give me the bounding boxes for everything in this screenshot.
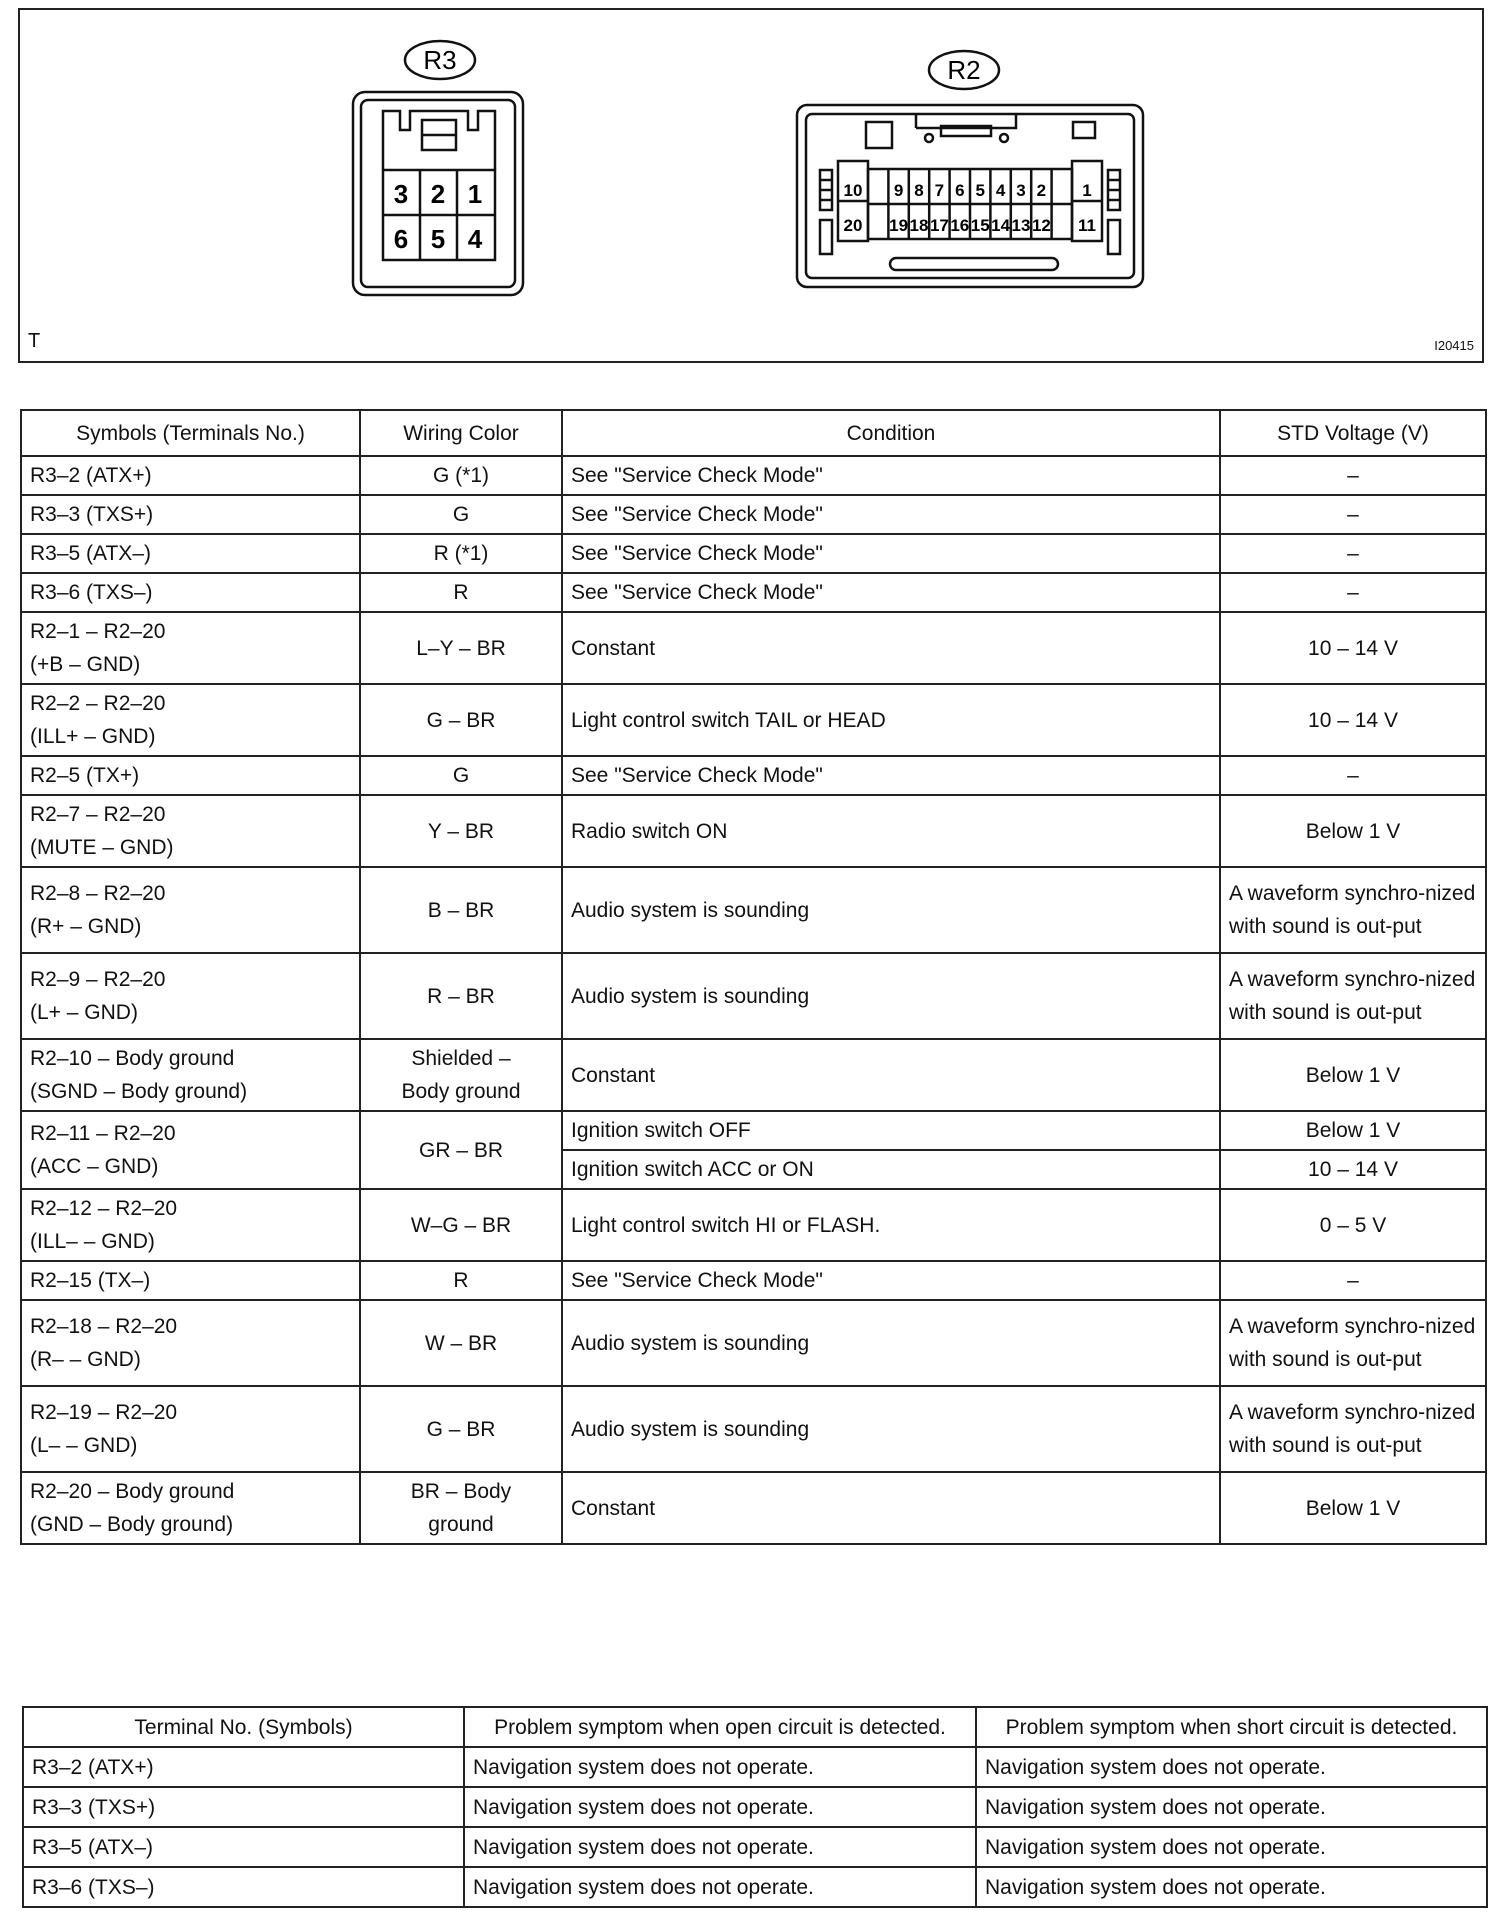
cell-std-voltage: A waveform synchro-nized with sound is out-put [1220,1300,1486,1386]
wiring-color-text: G [452,503,470,526]
r2-pin-number: 19 [889,216,909,235]
cell-condition: Ignition switch OFF [562,1111,1220,1150]
cell-std-voltage: 10 – 14 V [1220,612,1486,684]
symbol-text: R2–18 – R2–20 [30,1315,178,1338]
r2-pin-number: 10 [843,181,863,200]
symbol-text: R2–7 – R2–20 [30,803,166,826]
header-short-circuit: Problem symptom when short circuit is detected. [976,1707,1487,1747]
cell-symbol [21,495,360,534]
table-row [23,1747,1487,1787]
r2-pin-number: 11 [1078,216,1096,235]
table-row [21,612,1486,684]
header-symbols: Symbols (Terminals No.) [21,410,360,456]
cell-condition: Light control switch HI or FLASH. [562,1189,1220,1261]
cell-terminal: R3–3 (TXS+) [23,1787,464,1827]
wiring-color-text: R – BR [427,984,495,1008]
cell-wiring-color [360,1039,562,1111]
cell-symbol [21,1039,360,1111]
wiring-color-text: G – BR [426,708,496,732]
cell-std-voltage: A waveform synchro-nized with sound is out-put [1220,867,1486,953]
cell-condition: Constant [562,612,1220,684]
cell-std-voltage: 10 – 14 V [1220,684,1486,756]
symbol-text: R2–8 – R2–20 [30,882,166,905]
cell-symbol [21,612,360,684]
cell-wiring-color [360,456,562,495]
cell-short-circuit-symptom: Navigation system does not operate. [976,1747,1487,1787]
r2-key-left [866,122,892,148]
symbol-text: (MUTE – GND) [30,836,174,859]
cell-open-circuit-symptom: Navigation system does not operate. [464,1747,976,1787]
symbol-text: R2–9 – R2–20 [30,968,166,991]
r3-pin-number: 3 [393,179,409,209]
symbol-text: R2–2 – R2–20 [30,692,166,715]
table-row [21,953,1486,1039]
cell-wiring-color [360,1300,562,1386]
cell-wiring-color [360,573,562,612]
table-row [21,1261,1486,1300]
symbol-text: (+B – GND) [30,653,141,676]
cell-condition: Audio system is sounding [562,1300,1220,1386]
table-row [23,1787,1487,1827]
connector-drawing [20,10,1482,361]
r3-pin-number: 2 [430,179,446,209]
wiring-color-text: G – BR [426,1417,496,1441]
cell-wiring-color [360,1472,562,1544]
wiring-color-text: ground [428,1513,494,1536]
table-row [21,1111,1486,1150]
symbol-text: (ILL– – GND) [30,1230,155,1253]
symbol-text: (ACC – GND) [30,1155,159,1178]
table-row [21,1189,1486,1261]
cell-condition: See "Service Check Mode" [562,456,1220,495]
symbol-text: R2–1 – R2–20 [30,620,166,643]
cell-symbol [21,795,360,867]
cell-std-voltage: Below 1 V [1220,795,1486,867]
wiring-color-text: B – BR [427,898,495,922]
table-header-row [21,410,1486,456]
symbol-text: R2–20 – Body ground [30,1480,235,1503]
cell-std-voltage: – [1220,1261,1486,1300]
cell-wiring-color [360,612,562,684]
cell-condition: See "Service Check Mode" [562,756,1220,795]
cell-std-voltage: – [1220,456,1486,495]
table-row [21,456,1486,495]
r2-pin-number: 17 [929,216,949,235]
cell-condition: Ignition switch ACC or ON [562,1150,1220,1189]
r2-pin-number: 2 [1036,181,1047,200]
wiring-color-text: Shielded – [411,1047,511,1070]
cell-std-voltage: Below 1 V [1220,1039,1486,1111]
header-std-voltage: STD Voltage (V) [1220,410,1486,456]
r2-pin-number: 1 [1082,181,1092,200]
cell-std-voltage: – [1220,534,1486,573]
cell-std-voltage: – [1220,495,1486,534]
wiring-color-text: Body ground [401,1080,521,1103]
header-condition: Condition [562,410,1220,456]
cell-condition: See "Service Check Mode" [562,1261,1220,1300]
wiring-color-text: L–Y – BR [416,636,506,660]
cell-terminal: R3–6 (TXS–) [23,1867,464,1907]
table-row [21,573,1486,612]
table-row [21,795,1486,867]
wiring-color-text: R [453,581,469,604]
table-row [21,867,1486,953]
cell-condition: Radio switch ON [562,795,1220,867]
table-row [21,495,1486,534]
table-row [21,1300,1486,1386]
cell-std-voltage: Below 1 V [1220,1472,1486,1544]
r2-pin-number: 7 [934,181,945,200]
r2-pin-number: 13 [1011,216,1031,235]
table-row [21,1039,1486,1111]
symbol-text: R2–12 – R2–20 [30,1197,178,1220]
wiring-color-text: W – BR [424,1331,498,1355]
figure-code: I20415 [1434,338,1474,353]
wiring-color-text: G [452,764,470,787]
cell-condition: Light control switch TAIL or HEAD [562,684,1220,756]
symbol-text: (R– – GND) [30,1348,141,1371]
cell-std-voltage: – [1220,573,1486,612]
header-wiring-color: Wiring Color [360,410,562,456]
cell-open-circuit-symptom: Navigation system does not operate. [464,1867,976,1907]
symbol-text: R3–2 (ATX+) [30,464,152,487]
cell-wiring-color [360,1111,562,1189]
wiring-color-text: R [453,1269,469,1292]
r3-label: R3 [423,45,457,75]
symbol-text: R2–5 (TX+) [30,764,140,787]
cell-std-voltage: 0 – 5 V [1220,1189,1486,1261]
table-row [23,1867,1487,1907]
cell-open-circuit-symptom: Navigation system does not operate. [464,1787,976,1827]
table-row [21,756,1486,795]
cell-wiring-color [360,1261,562,1300]
table-row [21,1472,1486,1544]
terminal-spec-table [20,409,1487,1545]
symbol-text: (L+ – GND) [30,1001,138,1024]
r2-pin-number: 9 [893,181,904,200]
r3-pin-number: 4 [467,224,483,254]
symbol-text: (SGND – Body ground) [30,1080,248,1103]
symbol-text: (ILL+ – GND) [30,725,156,748]
r2-pin-number: 5 [975,181,985,200]
cell-wiring-color [360,953,562,1039]
header-open-circuit: Problem symptom when open circuit is detected. [464,1707,976,1747]
cell-wiring-color [360,795,562,867]
cell-wiring-color [360,684,562,756]
cell-symbol [21,684,360,756]
connector-diagram [18,8,1484,363]
wiring-color-text: BR – Body [410,1480,512,1503]
cell-short-circuit-symptom: Navigation system does not operate. [976,1827,1487,1867]
cell-wiring-color [360,534,562,573]
r2-pin-number: 18 [909,216,929,235]
r2-pin-number: 15 [970,216,990,235]
wiring-color-text: W–G – BR [410,1213,512,1237]
symbol-text: R2–19 – R2–20 [30,1401,178,1424]
cell-std-voltage: – [1220,756,1486,795]
cell-short-circuit-symptom: Navigation system does not operate. [976,1787,1487,1827]
cell-symbol [21,573,360,612]
wiring-color-text: GR – BR [418,1138,504,1162]
cell-symbol [21,456,360,495]
symbol-text: R2–10 – Body ground [30,1047,235,1070]
cell-condition: Audio system is sounding [562,1386,1220,1472]
cell-wiring-color [360,1189,562,1261]
cell-condition: Audio system is sounding [562,867,1220,953]
cell-wiring-color [360,867,562,953]
wiring-color-text: G (*1) [432,464,489,487]
symbol-text: R3–3 (TXS+) [30,503,154,526]
cell-wiring-color [360,1386,562,1472]
r2-key-right [1073,122,1095,138]
r2-pin-number: 3 [1016,181,1026,200]
cell-std-voltage: A waveform synchro-nized with sound is out-put [1220,1386,1486,1472]
cell-wiring-color [360,756,562,795]
r2-pin-number: 20 [843,216,863,235]
r2-pin-number: 16 [950,216,970,235]
r2-bottom-slot [890,258,1058,270]
cell-condition: Constant [562,1039,1220,1111]
cell-terminal: R3–5 (ATX–) [23,1827,464,1867]
cell-terminal: R3–2 (ATX+) [23,1747,464,1787]
cell-symbol [21,1261,360,1300]
cell-short-circuit-symptom: Navigation system does not operate. [976,1867,1487,1907]
r2-pin-number: 14 [991,216,1011,235]
r2-pin-number: 4 [995,181,1006,200]
cell-symbol [21,1189,360,1261]
cell-condition: Audio system is sounding [562,953,1220,1039]
r2-pin-number: 12 [1031,216,1051,235]
cell-open-circuit-symptom: Navigation system does not operate. [464,1827,976,1867]
cell-wiring-color [360,495,562,534]
r3-pin-number: 5 [430,224,446,254]
cell-std-voltage: A waveform synchro-nized with sound is out-put [1220,953,1486,1039]
header-terminal: Terminal No. (Symbols) [23,1707,464,1747]
r2-pin-number: 8 [914,181,924,200]
table-row [21,684,1486,756]
symbol-text: R3–6 (TXS–) [30,581,153,604]
corner-label: T [28,330,41,352]
cell-std-voltage: Below 1 V [1220,1111,1486,1150]
symbol-text: (R+ – GND) [30,915,142,938]
cell-symbol [21,1300,360,1386]
cell-symbol [21,1111,360,1189]
cell-condition: See "Service Check Mode" [562,534,1220,573]
cell-symbol [21,867,360,953]
cell-std-voltage: 10 – 14 V [1220,1150,1486,1189]
wiring-color-text: R (*1) [433,542,489,565]
r3-pin-number: 1 [467,179,483,209]
cell-symbol [21,953,360,1039]
symbol-text: (L– – GND) [30,1434,138,1457]
table-row [23,1827,1487,1867]
cell-symbol [21,1386,360,1472]
table-row [21,1386,1486,1472]
wiring-color-text: Y – BR [427,819,495,843]
cell-symbol [21,1472,360,1544]
symbol-text: R2–15 (TX–) [30,1269,151,1292]
table-header-row [23,1707,1487,1747]
problem-symptom-table [22,1706,1488,1908]
cell-symbol [21,756,360,795]
cell-symbol [21,534,360,573]
table-row [21,534,1486,573]
cell-condition: Constant [562,1472,1220,1544]
r3-pin-number: 6 [393,224,409,254]
cell-condition: See "Service Check Mode" [562,573,1220,612]
symbol-text: R3–5 (ATX–) [30,542,151,565]
r2-label: R2 [947,55,981,85]
symbol-text: (GND – Body ground) [30,1513,234,1536]
cell-condition: See "Service Check Mode" [562,495,1220,534]
symbol-text: R2–11 – R2–20 [30,1122,176,1145]
r2-pin-number: 6 [955,181,965,200]
